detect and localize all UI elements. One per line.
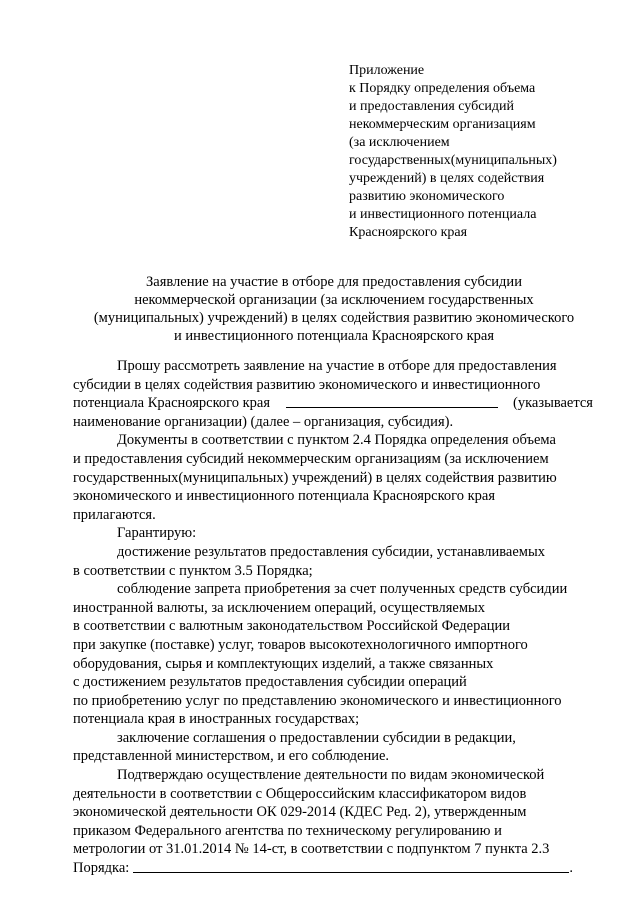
organization-name-blank[interactable] — [286, 394, 498, 408]
text: по приобретению услуг по представлению экономического и инвестиционного — [73, 692, 562, 709]
text: деятельности в соответствии с Общероссийским классификатором видов — [73, 785, 527, 802]
text: при закупке (поставке) услуг, товаров высокотехнологичного импортного — [73, 636, 528, 653]
body-line — [73, 636, 593, 655]
text: государственных(муниципальных) учреждений) в целях содействия развитию — [73, 469, 557, 486]
appendix-line: и предоставления субсидий — [349, 99, 515, 114]
text: Документы в соответствии с пунктом 2.4 Порядка определения объема — [117, 432, 556, 449]
document-body — [73, 357, 593, 878]
appendix-line: Красноярского края — [349, 225, 468, 240]
text: прилагаются. — [73, 506, 156, 523]
appendix-line: учреждений) в целях содействия — [349, 171, 545, 186]
text: в соответствии с пунктом 3.5 Порядка; — [73, 562, 313, 579]
text: соблюдение запрета приобретения за счет полученных средств субсидии — [117, 581, 568, 598]
text: потенциала Красноярского края — [73, 395, 271, 412]
text: достижение результатов предоставления субсидии, устанавливаемых — [117, 543, 545, 560]
title-line: Заявление на участие в отборе для предоставления субсидии — [146, 274, 522, 290]
appendix-line: и инвестиционного потенциала — [349, 207, 537, 222]
appendix-block — [349, 62, 609, 242]
appendix-line: государственных(муниципальных) — [349, 153, 557, 168]
text: Гарантирую: — [117, 525, 197, 542]
appendix-line: развитию экономического — [349, 189, 505, 204]
body-line — [73, 562, 593, 581]
appendix-line: некоммерческим организациям — [349, 117, 536, 132]
text: Подтверждаю осуществление деятельности по видам экономической — [117, 767, 545, 784]
text: и предоставления субсидий некоммерческим организациям (за исключением — [73, 450, 549, 467]
body-line — [73, 543, 593, 562]
text: наименование организации) (далее – организация, субсидия). — [73, 413, 454, 430]
body-line — [73, 729, 593, 748]
activity-codes-blank[interactable] — [133, 859, 569, 873]
text: иностранной валюты, за исключением операций, осуществляемых — [73, 599, 486, 616]
body-line — [73, 766, 593, 785]
text: Порядка: — [73, 860, 130, 877]
body-line — [73, 655, 593, 674]
text: потенциала края в иностранных государствах; — [73, 711, 360, 728]
text: представленной министерством, и его соблюдение. — [73, 748, 390, 765]
body-line — [73, 617, 593, 636]
body-line — [73, 859, 593, 878]
body-line — [73, 803, 593, 822]
text: экономического и инвестиционного потенциала Красноярского края — [73, 488, 496, 505]
document-title — [60, 273, 608, 345]
body-line — [73, 692, 593, 711]
body-line — [73, 524, 593, 543]
body-line — [73, 487, 593, 506]
body-line — [73, 376, 593, 395]
appendix-line: (за исключением — [349, 135, 450, 150]
body-line — [73, 599, 593, 618]
text: экономической деятельности ОК 029-2014 (КДЕС Ред. 2), утвержденным — [73, 804, 527, 821]
body-line — [73, 394, 593, 413]
title-line: некоммерческой организации (за исключением государственных — [134, 292, 534, 308]
body-line — [73, 431, 593, 450]
text: метрологии от 31.01.2014 № 14-ст, в соответствии с подпунктом 7 пункта 2.3 — [73, 841, 550, 858]
text: . — [569, 860, 573, 877]
text: Прошу рассмотреть заявление на участие в отборе для предоставления — [117, 358, 557, 374]
body-line — [73, 785, 593, 804]
text: (указывается — [513, 395, 593, 412]
body-line — [73, 710, 593, 729]
body-line — [73, 822, 593, 841]
body-line — [73, 506, 593, 525]
body-line — [73, 357, 593, 376]
text: оборудования, сырья и комплектующих изделий, а также связанных — [73, 655, 494, 672]
text: приказом Федерального агентства по техническому регулированию и — [73, 822, 502, 839]
text: в соответствии с валютным законодательством Российской Федерации — [73, 618, 511, 635]
body-line — [73, 840, 593, 859]
text: заключение соглашения о предоставлении субсидии в редакции, — [117, 729, 516, 746]
body-line — [73, 469, 593, 488]
title-line: и инвестиционного потенциала Красноярского края — [173, 328, 495, 344]
appendix-line: Приложение — [349, 63, 425, 78]
body-line — [73, 413, 593, 432]
body-line — [73, 747, 593, 766]
body-line — [73, 450, 593, 469]
text: с достижением результатов предоставления субсидии операций — [73, 674, 467, 691]
appendix-line: к Порядку определения объема — [349, 81, 536, 96]
body-line — [73, 580, 593, 599]
body-line — [73, 673, 593, 692]
text: субсидии в целях содействия развитию экономического и инвестиционного — [73, 376, 541, 393]
title-line: (муниципальных) учреждений) в целях содействия развитию экономического — [93, 310, 575, 326]
